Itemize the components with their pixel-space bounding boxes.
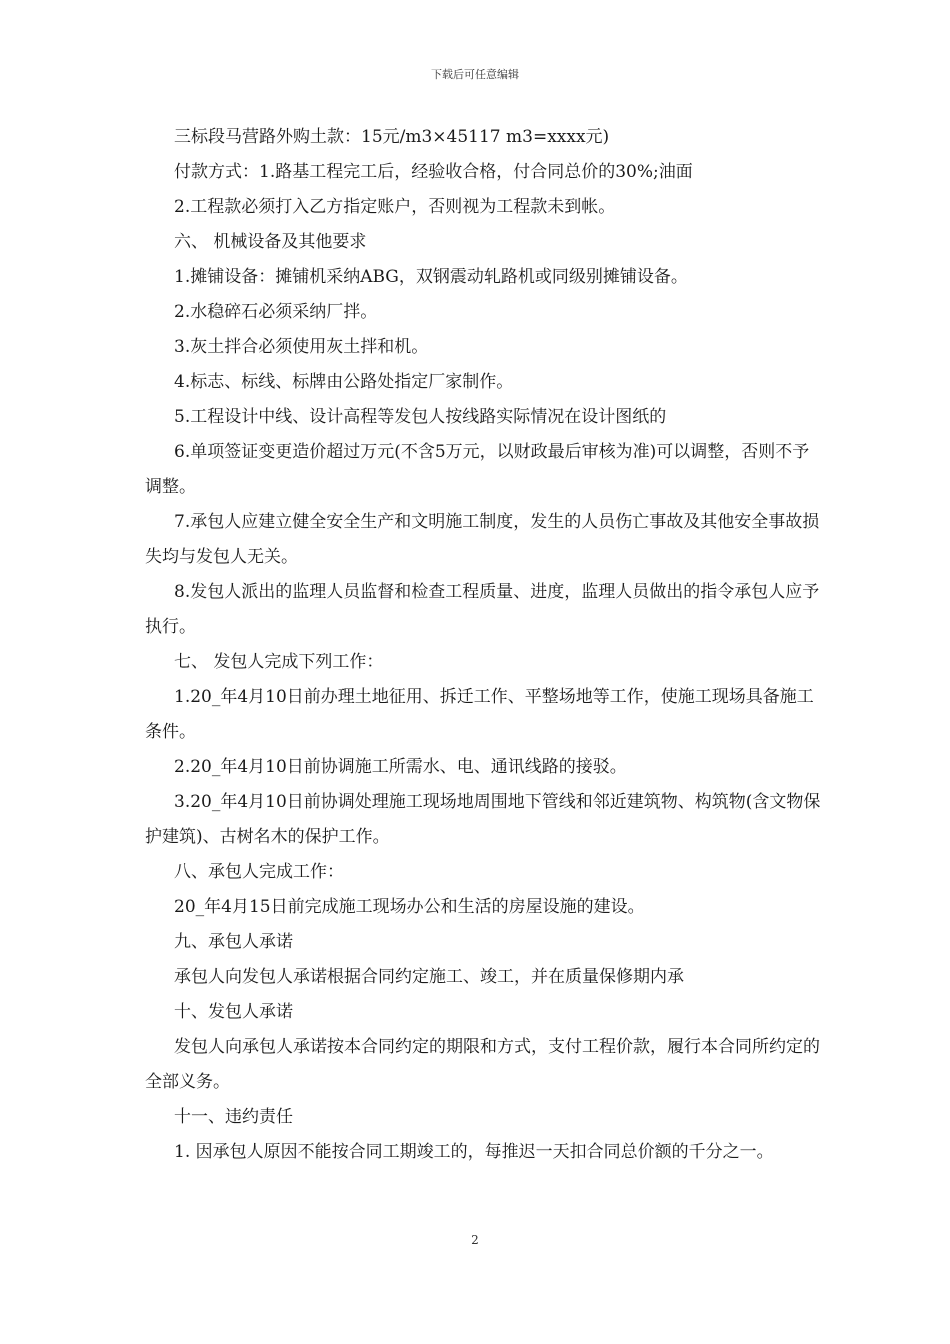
paragraph: 4.标志、标线、标牌由公路处指定厂家制作。 [174, 372, 514, 392]
paragraph: 2.水稳碎石必须采纳厂拌。 [174, 302, 378, 322]
paragraph: 6.单项签证变更造价超过万元(不含5万元，以财政最后审核为准)可以调整，否则不予调整。 [145, 442, 810, 497]
section-heading: 九、承包人承诺 [174, 932, 293, 952]
paragraph: 5.工程设计中线、设计高程等发包人按线路实际情况在设计图纸的 [174, 407, 667, 427]
section-heading: 八、承包人完成工作： [174, 862, 344, 882]
paragraph: 8.发包人派出的监理人员监督和检查工程质量、进度，监理人员做出的指令承包人应予执行。 [145, 582, 820, 637]
paragraph: 三标段马营路外购土款：15元/m3×45117 m3=xxxx元) [174, 127, 610, 147]
paragraph: 发包人向承包人承诺按本合同约定的期限和方式，支付工程价款，履行本合同所约定的全部义务。 [145, 1037, 820, 1092]
section-heading: 十一、违约责任 [174, 1107, 293, 1127]
page-header: 下载后可任意编辑 [431, 68, 519, 81]
section-heading: 七、 发包人完成下列工作： [174, 652, 384, 672]
document-body [145, 120, 825, 1170]
section-heading: 六、 机械设备及其他要求 [174, 232, 367, 252]
paragraph: 7.承包人应建立健全安全生产和文明施工制度，发生的人员伤亡事故及其他安全事故损失均与发包人无关。 [145, 512, 820, 567]
paragraph: 2.20_年4月10日前协调施工所需水、电、通讯线路的接驳。 [174, 757, 627, 777]
paragraph: 1. 因承包人原因不能按合同工期竣工的，每推迟一天扣合同总价额的千分之一。 [174, 1142, 774, 1162]
paragraph: 承包人向发包人承诺根据合同约定施工、竣工，并在质量保修期内承 [174, 967, 684, 987]
paragraph: 1.摊铺设备：摊铺机采纳ABG，双钢震动轧路机或同级别摊铺设备。 [174, 267, 688, 287]
paragraph: 20_年4月15日前完成施工现场办公和生活的房屋设施的建设。 [174, 897, 645, 917]
paragraph: 3.20_年4月10日前协调处理施工现场地周围地下管线和邻近建筑物、构筑物(含文物保护建筑)、古树名木的保护工作。 [145, 792, 821, 847]
page-number: 2 [471, 1233, 479, 1247]
paragraph: 付款方式：1.路基工程完工后，经验收合格，付合同总价的30%;油面 [174, 162, 693, 182]
paragraph: 3.灰土拌合必须使用灰土拌和机。 [174, 337, 429, 357]
paragraph: 1.20_年4月10日前办理土地征用、拆迁工作、平整场地等工作，使施工现场具备施工条件。 [145, 687, 814, 742]
paragraph: 2.工程款必须打入乙方指定账户，否则视为工程款未到帐。 [174, 197, 616, 217]
section-heading: 十、发包人承诺 [174, 1002, 293, 1022]
